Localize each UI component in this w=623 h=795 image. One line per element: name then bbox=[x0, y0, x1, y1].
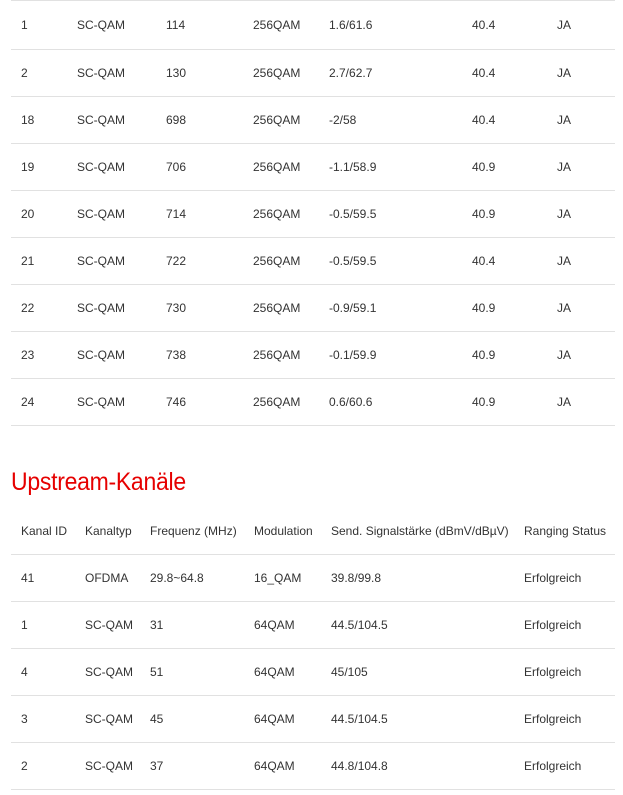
locked-status: JA bbox=[557, 301, 572, 315]
channel-type: SC-QAM bbox=[77, 66, 125, 80]
channel-type: SC-QAM bbox=[85, 665, 133, 679]
snr: 40.9 bbox=[472, 348, 496, 362]
channel-id: 22 bbox=[21, 301, 35, 315]
frequency: 714 bbox=[166, 207, 187, 221]
ranging-status: Erfolgreich bbox=[524, 712, 582, 726]
ranging-status: Erfolgreich bbox=[524, 759, 582, 773]
snr: 40.4 bbox=[472, 66, 496, 80]
modulation: 256QAM bbox=[253, 66, 301, 80]
channel-type: SC-QAM bbox=[77, 301, 125, 315]
locked-status: JA bbox=[557, 18, 572, 32]
snr: 40.4 bbox=[472, 113, 496, 127]
column-header-signal-strength: Send. Signalstärke (dBmV/dBµV) bbox=[331, 524, 509, 538]
table-row bbox=[11, 555, 615, 602]
signal-strength: 0.6/60.6 bbox=[329, 395, 373, 409]
ranging-status: Erfolgreich bbox=[524, 618, 582, 632]
modulation: 256QAM bbox=[253, 395, 301, 409]
channel-id: 2 bbox=[21, 759, 28, 773]
frequency: 29.8~64.8 bbox=[150, 571, 204, 585]
signal-strength: 39.8/99.8 bbox=[331, 571, 382, 585]
channel-id: 41 bbox=[21, 571, 35, 585]
channel-type: OFDMA bbox=[85, 571, 129, 585]
channel-type: SC-QAM bbox=[77, 348, 125, 362]
frequency: 738 bbox=[166, 348, 187, 362]
table-row bbox=[11, 144, 615, 191]
modulation: 64QAM bbox=[254, 759, 295, 773]
table-row bbox=[11, 696, 615, 743]
modulation: 64QAM bbox=[254, 665, 295, 679]
channel-id: 2 bbox=[21, 66, 28, 80]
upstream-channel-table bbox=[11, 508, 615, 790]
locked-status: JA bbox=[557, 207, 572, 221]
signal-strength: -2/58 bbox=[329, 113, 357, 127]
channel-type: SC-QAM bbox=[77, 160, 125, 174]
frequency: 37 bbox=[150, 759, 164, 773]
snr: 40.9 bbox=[472, 395, 496, 409]
modulation: 64QAM bbox=[254, 712, 295, 726]
modulation: 64QAM bbox=[254, 618, 295, 632]
channel-id: 20 bbox=[21, 207, 35, 221]
table-row bbox=[11, 238, 615, 285]
column-header-modulation: Modulation bbox=[254, 524, 313, 538]
table-row bbox=[11, 379, 615, 426]
table-header-row bbox=[11, 508, 615, 555]
signal-strength: 1.6/61.6 bbox=[329, 18, 373, 32]
locked-status: JA bbox=[557, 113, 572, 127]
locked-status: JA bbox=[557, 395, 572, 409]
frequency: 130 bbox=[166, 66, 187, 80]
modulation: 256QAM bbox=[253, 18, 301, 32]
table-row bbox=[11, 0, 615, 50]
frequency: 698 bbox=[166, 113, 187, 127]
column-header-frequency: Frequenz (MHz) bbox=[150, 524, 237, 538]
snr: 40.9 bbox=[472, 301, 496, 315]
modulation: 16_QAM bbox=[254, 571, 302, 585]
channel-type: SC-QAM bbox=[77, 207, 125, 221]
ranging-status: Erfolgreich bbox=[524, 571, 582, 585]
modulation: 256QAM bbox=[253, 207, 301, 221]
channel-id: 1 bbox=[21, 18, 28, 32]
modulation: 256QAM bbox=[253, 254, 301, 268]
channel-type: SC-QAM bbox=[77, 254, 125, 268]
signal-strength: 2.7/62.7 bbox=[329, 66, 373, 80]
snr: 40.4 bbox=[472, 254, 496, 268]
frequency: 746 bbox=[166, 395, 187, 409]
channel-id: 4 bbox=[21, 665, 28, 679]
table-row bbox=[11, 97, 615, 144]
signal-strength: -0.5/59.5 bbox=[329, 254, 377, 268]
column-header-ranging-status: Ranging Status bbox=[524, 524, 607, 538]
channel-id: 21 bbox=[21, 254, 35, 268]
frequency: 706 bbox=[166, 160, 187, 174]
table-row bbox=[11, 50, 615, 97]
downstream-channel-table bbox=[11, 0, 615, 426]
channel-type: SC-QAM bbox=[85, 618, 133, 632]
channel-type: SC-QAM bbox=[77, 113, 125, 127]
column-header-channel-id: Kanal ID bbox=[21, 524, 68, 538]
table-row bbox=[11, 191, 615, 238]
table-row bbox=[11, 743, 615, 790]
channel-id: 23 bbox=[21, 348, 35, 362]
signal-strength: 44.5/104.5 bbox=[331, 712, 388, 726]
frequency: 31 bbox=[150, 618, 164, 632]
signal-strength: 44.8/104.8 bbox=[331, 759, 388, 773]
table-row bbox=[11, 602, 615, 649]
frequency: 722 bbox=[166, 254, 187, 268]
modulation: 256QAM bbox=[253, 301, 301, 315]
signal-strength: -1.1/58.9 bbox=[329, 160, 377, 174]
frequency: 45 bbox=[150, 712, 164, 726]
snr: 40.4 bbox=[472, 18, 496, 32]
frequency: 51 bbox=[150, 665, 164, 679]
channel-id: 24 bbox=[21, 395, 35, 409]
column-header-channel-type: Kanaltyp bbox=[85, 524, 132, 538]
locked-status: JA bbox=[557, 160, 572, 174]
channel-id: 1 bbox=[21, 618, 28, 632]
locked-status: JA bbox=[557, 348, 572, 362]
signal-strength: 44.5/104.5 bbox=[331, 618, 388, 632]
table-row bbox=[11, 649, 615, 696]
frequency: 114 bbox=[166, 18, 186, 32]
modulation: 256QAM bbox=[253, 348, 301, 362]
frequency: 730 bbox=[166, 301, 187, 315]
signal-strength: -0.9/59.1 bbox=[329, 301, 377, 315]
upstream-section-title: Upstream-Kanäle bbox=[11, 468, 186, 496]
table-row bbox=[11, 332, 615, 379]
signal-strength: 45/105 bbox=[331, 665, 368, 679]
channel-type: SC-QAM bbox=[85, 712, 133, 726]
channel-type: SC-QAM bbox=[85, 759, 133, 773]
snr: 40.9 bbox=[472, 207, 496, 221]
modulation: 256QAM bbox=[253, 160, 301, 174]
channel-id: 18 bbox=[21, 113, 35, 127]
snr: 40.9 bbox=[472, 160, 496, 174]
signal-strength: -0.5/59.5 bbox=[329, 207, 377, 221]
table-row bbox=[11, 285, 615, 332]
ranging-status: Erfolgreich bbox=[524, 665, 582, 679]
channel-type: SC-QAM bbox=[77, 18, 125, 32]
channel-id: 3 bbox=[21, 712, 28, 726]
signal-strength: -0.1/59.9 bbox=[329, 348, 377, 362]
locked-status: JA bbox=[557, 254, 572, 268]
channel-id: 19 bbox=[21, 160, 35, 174]
modulation: 256QAM bbox=[253, 113, 301, 127]
locked-status: JA bbox=[557, 66, 572, 80]
channel-type: SC-QAM bbox=[77, 395, 125, 409]
